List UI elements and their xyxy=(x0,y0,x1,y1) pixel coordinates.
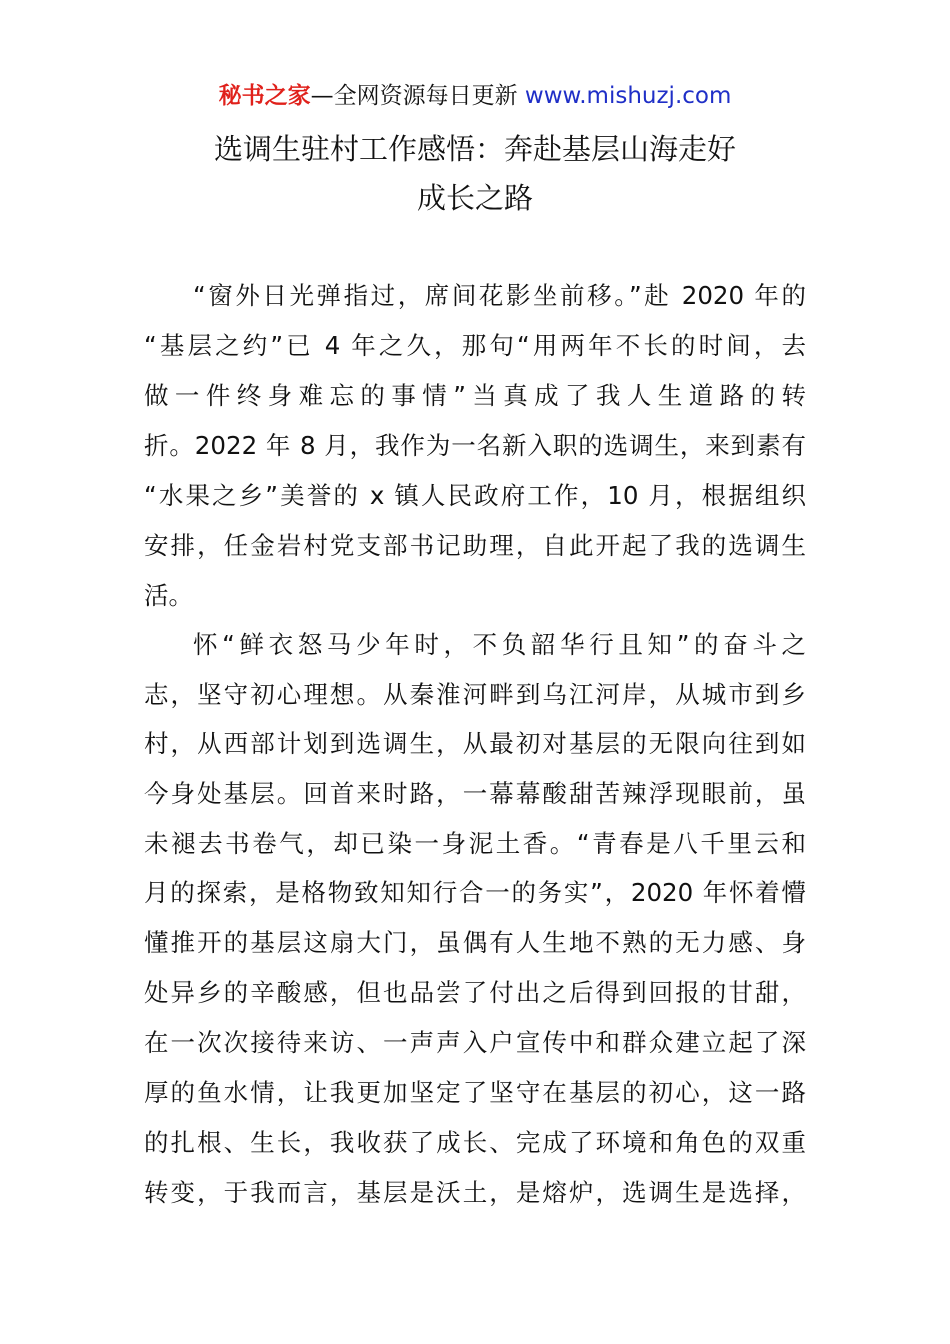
paragraph-2-line: 未褪去书卷气，却已染一身泥土香。“青春是八千里云和 xyxy=(144,829,806,858)
paragraph-2-line: 厚的鱼水情，让我更加坚定了坚守在基层的初心，这一路 xyxy=(144,1078,806,1107)
site-header xyxy=(0,80,950,112)
paragraph-1-line: 安排，任金岩村党支部书记助理，自此开起了我的选调生 xyxy=(144,531,806,560)
paragraph-2-line: 在一次次接待来访、一声声入户宣传中和群众建立起了深 xyxy=(144,1028,806,1057)
paragraph-2-line: 月的探索，是格物致知知行合一的务实”，2020 年怀着懵 xyxy=(144,878,806,907)
paragraph-1-line: “窗外日光弹指过，席间花影坐前移。”赴 2020 年的 xyxy=(193,281,806,310)
site-tagline: —全网资源每日更新 xyxy=(310,83,518,109)
paragraph-2-line: 懂推开的基层这扇大门，虽偶有人生地不熟的无力感、身 xyxy=(144,928,806,957)
site-url-link[interactable]: www.mishuzj.com xyxy=(524,83,732,109)
document-title-line-2: 成长之路 xyxy=(416,181,533,215)
paragraph-2-line: 志，坚守初心理想。从秦淮河畔到乌江河岸，从城市到乡 xyxy=(144,680,806,709)
paragraph-1-line: “基层之约”已 4 年之久，那句“用两年不长的时间，去 xyxy=(144,331,806,360)
paragraph-1-line: 活。 xyxy=(144,581,193,610)
paragraph-1-line: 折。2022 年 8 月，我作为一名新入职的选调生，来到素有 xyxy=(144,431,806,460)
brand-name: 秘书之家 xyxy=(218,83,311,109)
paragraph-1-line: 做一件终身难忘的事情”当真成了我人生道路的转 xyxy=(144,381,806,410)
paragraph-1-line: “水果之乡”美誉的 x 镇人民政府工作，10 月，根据组织 xyxy=(144,481,806,510)
paragraph-2-line: 今身处基层。回首来时路，一幕幕酸甜苦辣浮现眼前，虽 xyxy=(144,779,806,808)
document-title-line-1: 选调生驻村工作感悟：奔赴基层山海走好 xyxy=(213,132,736,166)
paragraph-2-line: 的扎根、生长，我收获了成长、完成了环境和角色的双重 xyxy=(144,1128,806,1157)
paragraph-2-line: 村，从西部计划到选调生，从最初对基层的无限向往到如 xyxy=(144,729,806,758)
paragraph-2-line: 处异乡的辛酸感，但也品尝了付出之后得到回报的甘甜， xyxy=(144,978,806,1007)
paragraph-2-line: 怀“鲜衣怒马少年时，不负韶华行且知”的奋斗之 xyxy=(193,630,806,659)
paragraph-2-line: 转变，于我而言，基层是沃土，是熔炉，选调生是选择， xyxy=(144,1178,806,1207)
